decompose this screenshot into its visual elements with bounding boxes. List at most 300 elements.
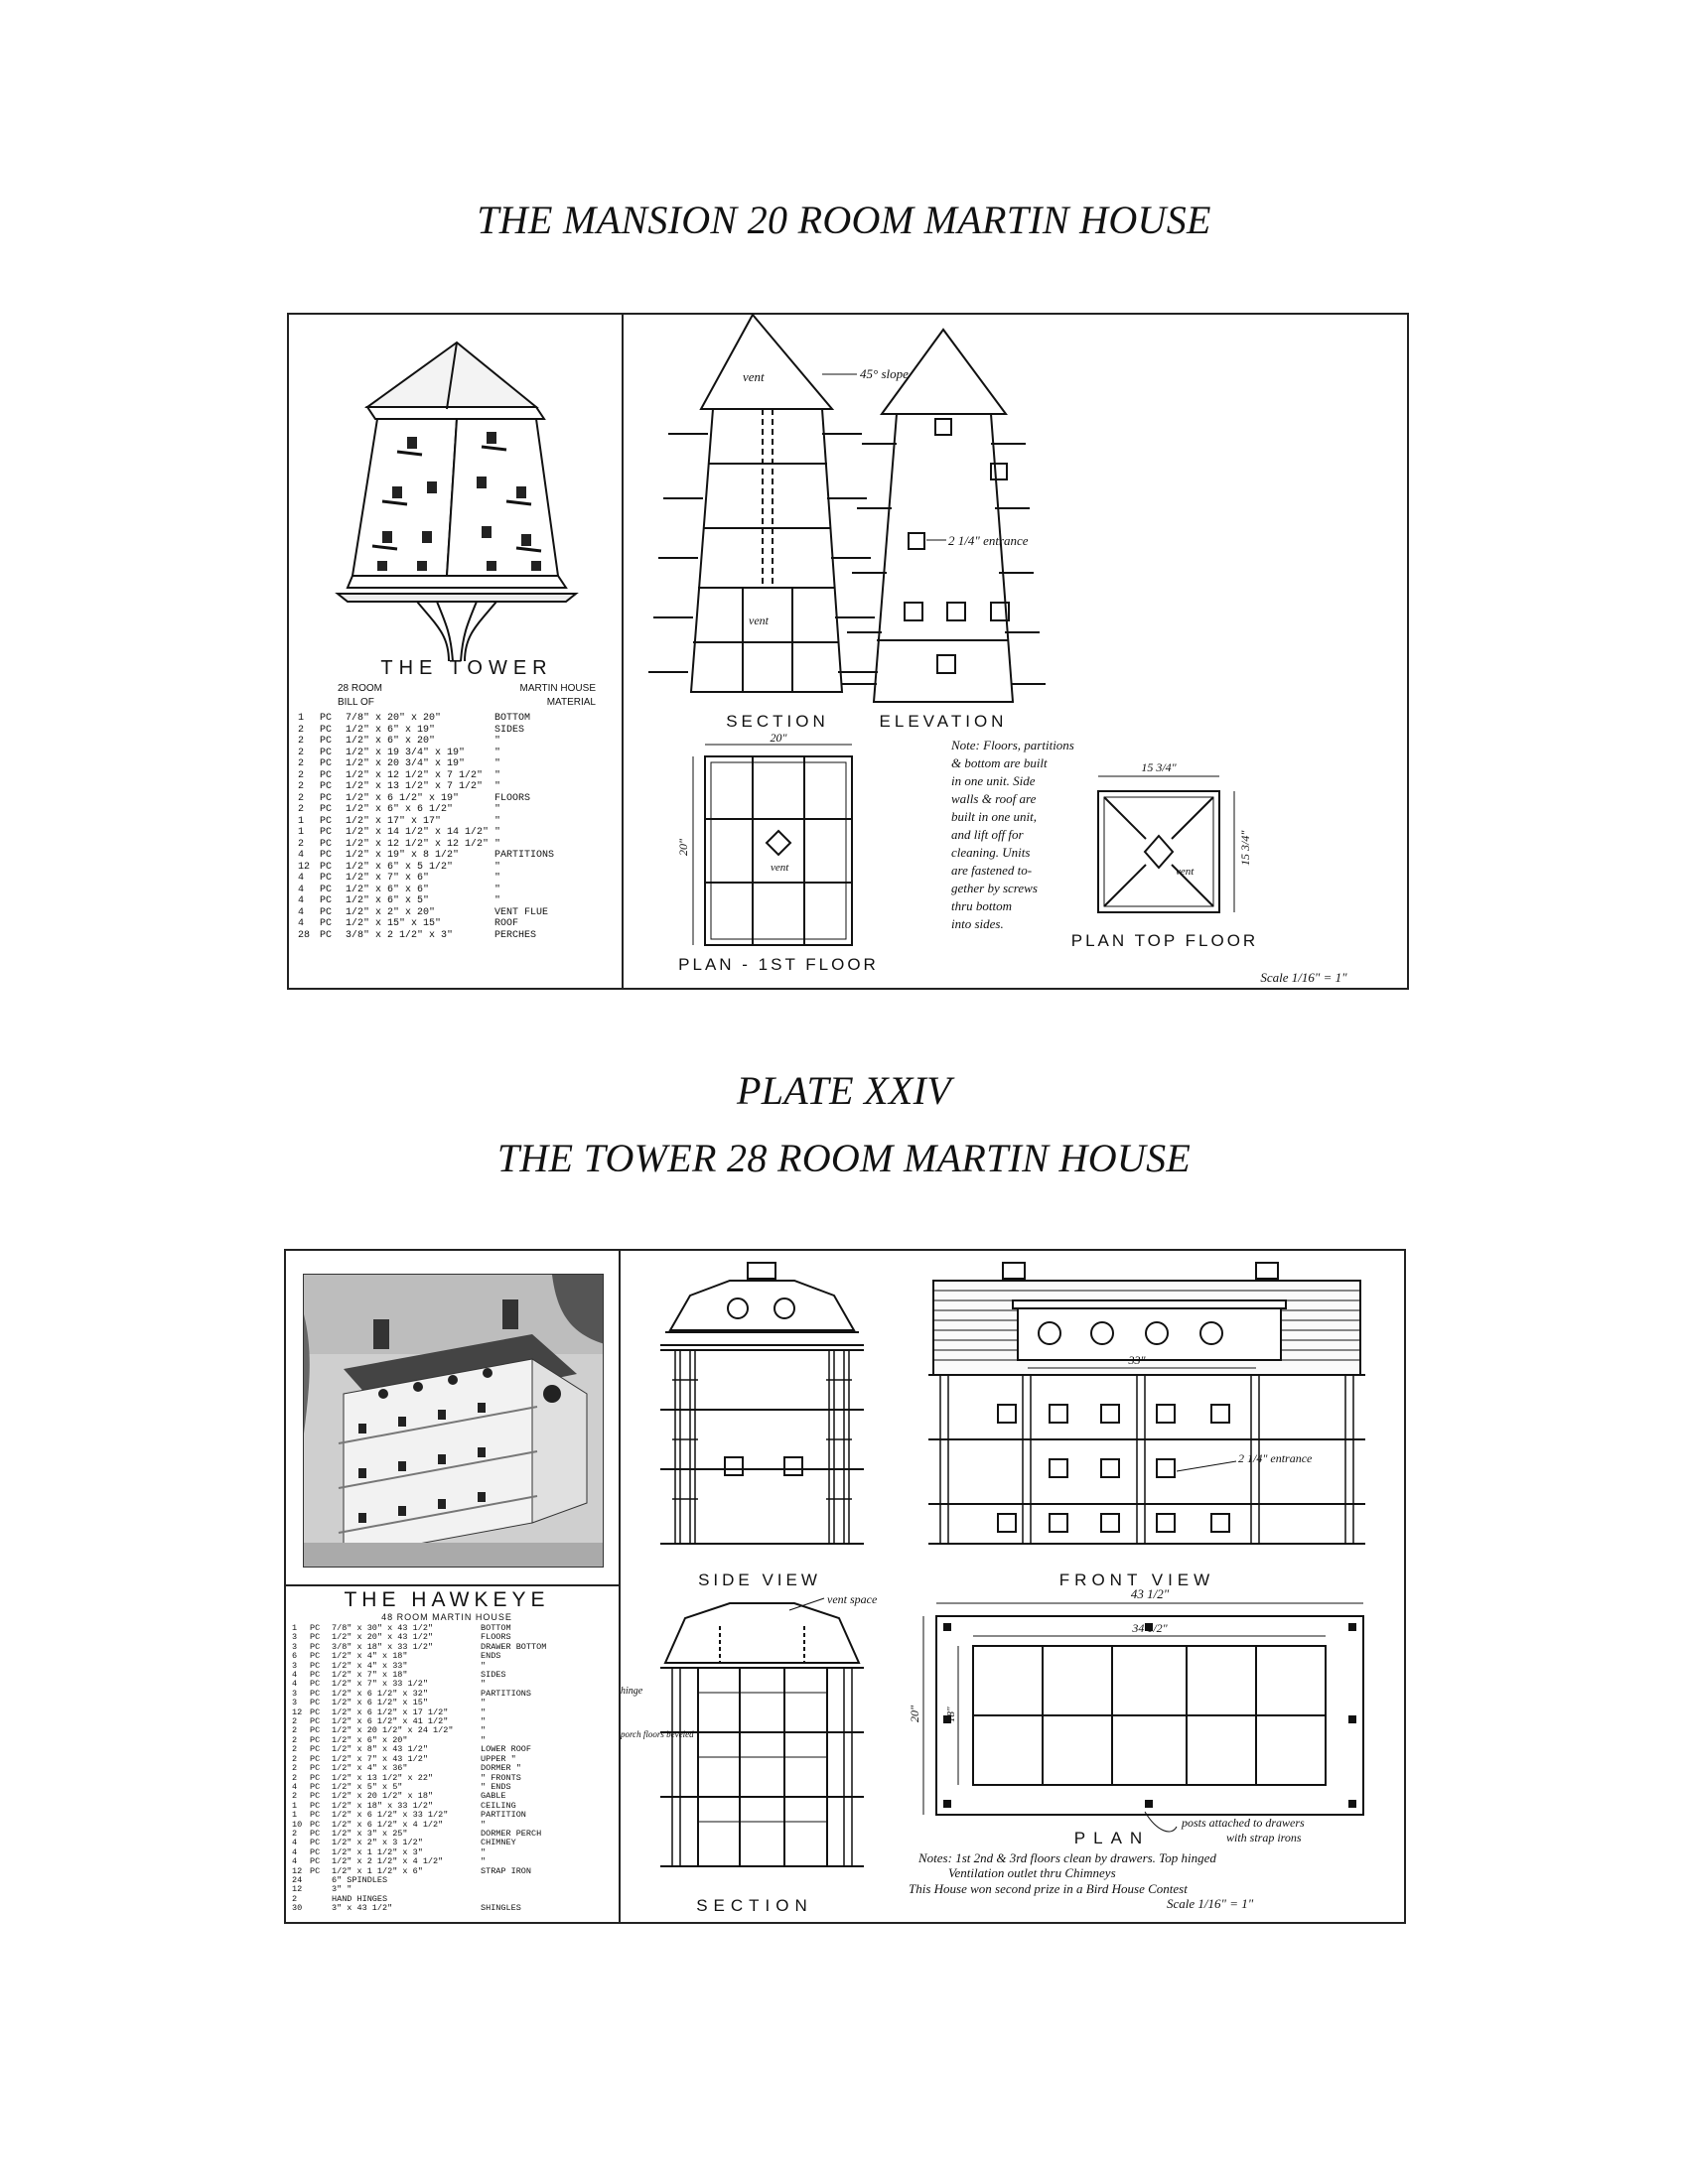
tower-slope-label: 45° slope bbox=[860, 366, 909, 381]
tower-plan-dim-side: 20" bbox=[676, 838, 690, 856]
heading-plate: PLATE XXIV bbox=[737, 1068, 951, 1113]
bom-pc: PC bbox=[320, 758, 333, 769]
bom-pc: PC bbox=[320, 815, 333, 827]
bom-row bbox=[292, 1792, 615, 1801]
bom-qty: 2 bbox=[292, 1735, 298, 1745]
bom-size: 1/2" x 6" x 6" bbox=[346, 884, 430, 895]
tower-plan-first-floor bbox=[693, 745, 852, 945]
tower-top-dim: 15 3/4" bbox=[1141, 760, 1177, 774]
bom-qty: 4 bbox=[298, 873, 305, 884]
bom-qty: 28 bbox=[298, 929, 311, 941]
bom-size: 1/2" x 2 1/2" x 4 1/2" bbox=[332, 1857, 444, 1867]
bom-qty: 2 bbox=[292, 1726, 298, 1736]
hawkeye-photo-divider bbox=[285, 1584, 620, 1586]
tower-bill-of-material bbox=[298, 713, 616, 941]
bom-row bbox=[298, 895, 616, 907]
bom-size: 1/2" x 6" x 20" bbox=[332, 1735, 408, 1745]
bom-pc: PC bbox=[310, 1689, 321, 1699]
bom-use: " bbox=[494, 804, 501, 815]
bom-size: 1/2" x 1 1/2" x 6" bbox=[332, 1866, 423, 1876]
bom-use: " bbox=[494, 769, 501, 781]
bom-use: " bbox=[494, 884, 501, 895]
bom-row bbox=[292, 1764, 615, 1773]
bom-row bbox=[292, 1876, 615, 1885]
hawkeye-plan-dim-inner: 34 1/2" bbox=[1132, 1621, 1168, 1635]
bom-pc: PC bbox=[320, 792, 333, 804]
bom-pc bbox=[310, 1895, 332, 1904]
bom-pc: PC bbox=[310, 1829, 321, 1839]
bom-use: " bbox=[481, 1661, 487, 1671]
bom-use: ENDS bbox=[481, 1652, 501, 1662]
bom-use: " bbox=[494, 815, 501, 827]
bom-use: CHIMNEY bbox=[481, 1839, 516, 1848]
bom-qty: 2 bbox=[292, 1792, 298, 1802]
tower-note-line: in one unit. Side bbox=[951, 773, 1036, 788]
bom-row bbox=[292, 1857, 615, 1866]
bom-qty: 3 bbox=[292, 1642, 298, 1652]
bom-pc: PC bbox=[310, 1680, 321, 1690]
bom-size: 3/8" x 18" x 33 1/2" bbox=[332, 1642, 434, 1652]
tower-section-vent-lower-label: vent bbox=[749, 614, 769, 627]
bom-use: GABLE bbox=[481, 1792, 506, 1802]
bom-pc: PC bbox=[320, 804, 333, 815]
bom-row bbox=[292, 1821, 615, 1830]
bom-row bbox=[292, 1643, 615, 1652]
bom-qty: 2 bbox=[298, 769, 305, 781]
bom-qty: 30 bbox=[292, 1904, 303, 1914]
hawkeye-plan-drawing bbox=[923, 1603, 1363, 1832]
bom-qty: 4 bbox=[292, 1857, 298, 1867]
bom-size: 1/2" x 20 1/2" x 18" bbox=[332, 1792, 434, 1802]
bom-size: 1/2" x 2" x 3 1/2" bbox=[332, 1839, 423, 1848]
tower-note-line: thru bottom bbox=[951, 898, 1013, 913]
bom-use: " bbox=[494, 873, 501, 884]
bom-size: 1/2" x 6 1/2" x 17 1/2" bbox=[332, 1707, 449, 1717]
bom-qty: 2 bbox=[298, 724, 305, 736]
bom-use: " ENDS bbox=[481, 1782, 511, 1792]
bom-pc: PC bbox=[310, 1745, 321, 1755]
hawkeye-front-dim: 33" bbox=[1128, 1353, 1146, 1367]
bom-size: 1/2" x 1 1/2" x 3" bbox=[332, 1847, 423, 1857]
bom-pc: PC bbox=[310, 1642, 321, 1652]
bom-qty: 10 bbox=[292, 1820, 303, 1830]
bom-use: SIDES bbox=[494, 724, 525, 736]
bom-use: " bbox=[481, 1726, 487, 1736]
bom-pc: PC bbox=[320, 906, 333, 918]
bom-qty: 1 bbox=[292, 1801, 298, 1811]
bom-qty: 3 bbox=[292, 1699, 298, 1708]
bom-qty: 2 bbox=[292, 1829, 298, 1839]
bom-use: FLOORS bbox=[494, 792, 531, 804]
bom-row bbox=[292, 1708, 615, 1717]
bom-row bbox=[298, 770, 616, 782]
bom-size: 1/2" x 20 1/2" x 24 1/2" bbox=[332, 1726, 454, 1736]
hawkeye-porch-label: porch floors beveled bbox=[621, 1729, 694, 1739]
bom-size: 1/2" x 14 1/2" x 14 1/2" bbox=[346, 827, 490, 838]
bom-size: 1/2" x 6 1/2" x 32" bbox=[332, 1689, 428, 1699]
bom-qty: 12 bbox=[292, 1885, 303, 1895]
bom-use: CEILING bbox=[481, 1801, 516, 1811]
bom-pc: PC bbox=[320, 838, 333, 850]
tower-note-line: and lift off for bbox=[951, 827, 1024, 842]
bom-row bbox=[292, 1680, 615, 1689]
hawkeye-vent-space-label: vent space bbox=[827, 1592, 878, 1606]
bom-size: 1/2" x 17" x 17" bbox=[346, 815, 442, 827]
bom-pc: PC bbox=[320, 929, 333, 941]
bom-use: " bbox=[481, 1680, 487, 1690]
bom-use: " bbox=[481, 1717, 487, 1727]
hawkeye-note-line-2: Ventilation outlet thru Chimneys bbox=[948, 1865, 1116, 1880]
bom-qty: 1 bbox=[298, 713, 305, 724]
bom-qty: 2 bbox=[298, 758, 305, 769]
tower-top-dim-side: 15 3/4" bbox=[1238, 830, 1252, 866]
bom-row bbox=[298, 873, 616, 885]
bom-qty: 2 bbox=[292, 1773, 298, 1783]
heading-tower: THE TOWER 28 ROOM MARTIN HOUSE bbox=[496, 1136, 1192, 1180]
bom-row bbox=[292, 1904, 615, 1913]
tower-top-vent-label: vent bbox=[1176, 866, 1195, 878]
hawkeye-plan-dim-side: 20" bbox=[908, 1705, 921, 1722]
bom-qty: 1 bbox=[298, 827, 305, 838]
tower-plan-top-floor bbox=[1098, 776, 1234, 912]
bom-size: 1/2" x 6" x 5" bbox=[346, 895, 430, 906]
bom-qty: 2 bbox=[298, 747, 305, 758]
tower-technical-drawings bbox=[624, 315, 1407, 988]
bom-size: 1/2" x 6 1/2" x 19" bbox=[346, 792, 460, 804]
bom-size: 1/2" x 20" x 43 1/2" bbox=[332, 1633, 434, 1643]
bom-qty: 1 bbox=[298, 815, 305, 827]
hawkeye-posts2-label: with strap irons bbox=[1226, 1831, 1302, 1844]
bom-row bbox=[298, 862, 616, 874]
tower-note-line: cleaning. Units bbox=[951, 845, 1031, 860]
bom-qty: 2 bbox=[298, 781, 305, 792]
bom-size: HAND HINGES bbox=[332, 1894, 388, 1904]
bom-row bbox=[298, 748, 616, 759]
tower-note-line: gether by screws bbox=[951, 881, 1038, 895]
bom-pc: PC bbox=[310, 1754, 321, 1764]
bom-size: 1/2" x 3" x 25" bbox=[332, 1829, 408, 1839]
hawkeye-side-view-label: SIDE VIEW bbox=[698, 1570, 821, 1589]
bom-size: 7/8" x 30" x 43 1/2" bbox=[332, 1624, 434, 1633]
bom-qty: 1 bbox=[292, 1811, 298, 1821]
bom-use: ROOF bbox=[494, 918, 519, 929]
tower-section-label: SECTION bbox=[726, 712, 829, 731]
bom-use bbox=[481, 1895, 605, 1904]
bom-qty: 4 bbox=[292, 1680, 298, 1690]
tower-subtitle-left: 28 ROOM bbox=[338, 683, 383, 694]
hawkeye-note-line-4: Scale 1/16" = 1" bbox=[1167, 1896, 1254, 1911]
bom-pc: PC bbox=[310, 1866, 321, 1876]
bom-use: " bbox=[481, 1857, 487, 1867]
bom-row bbox=[298, 839, 616, 851]
bom-pc bbox=[310, 1876, 332, 1885]
bom-size: 6" SPINDLES bbox=[332, 1875, 388, 1885]
bom-pc: PC bbox=[320, 895, 333, 906]
bom-qty: 4 bbox=[292, 1782, 298, 1792]
tower-bill-left: BILL OF bbox=[338, 697, 374, 708]
bom-size: 1/2" x 12 1/2" x 12 1/2" bbox=[346, 838, 490, 850]
tower-entrance-label: 2 1/4" entrance bbox=[948, 533, 1029, 548]
bom-qty: 6 bbox=[292, 1652, 298, 1662]
bom-size: 3" " bbox=[332, 1885, 352, 1895]
bom-row bbox=[292, 1802, 615, 1811]
bom-row bbox=[292, 1848, 615, 1857]
bom-size: 1/2" x 13 1/2" x 22" bbox=[332, 1773, 434, 1783]
bom-use: DORMER PERCH bbox=[481, 1829, 542, 1839]
hawkeye-front-view bbox=[928, 1263, 1365, 1544]
bom-qty: 4 bbox=[298, 895, 305, 906]
bom-size: 1/2" x 19" x 8 1/2" bbox=[346, 850, 460, 861]
bom-qty: 3 bbox=[292, 1661, 298, 1671]
hawkeye-photo bbox=[303, 1274, 604, 1568]
bom-use: SIDES bbox=[481, 1671, 506, 1681]
bom-use: UPPER " bbox=[481, 1754, 516, 1764]
bom-row bbox=[292, 1690, 615, 1699]
hawkeye-plan-dim-side-inner: 18" bbox=[945, 1706, 957, 1722]
bom-row bbox=[292, 1755, 615, 1764]
bom-use: DRAWER BOTTOM bbox=[481, 1642, 547, 1652]
bom-qty: 3 bbox=[292, 1689, 298, 1699]
bom-qty: 1 bbox=[292, 1624, 298, 1633]
bom-pc: PC bbox=[320, 724, 333, 736]
bom-use: LOWER ROOF bbox=[481, 1745, 532, 1755]
bom-use: " bbox=[494, 838, 501, 850]
bom-size: 1/2" x 7" x 33 1/2" bbox=[332, 1680, 428, 1690]
bom-use: " bbox=[494, 736, 501, 747]
bom-row bbox=[292, 1811, 615, 1820]
bom-qty: 3 bbox=[292, 1633, 298, 1643]
bom-use bbox=[481, 1885, 605, 1894]
bom-pc: PC bbox=[310, 1764, 321, 1774]
bom-qty: 2 bbox=[292, 1764, 298, 1774]
bom-qty: 2 bbox=[292, 1717, 298, 1727]
bom-row bbox=[298, 713, 616, 725]
bom-qty: 4 bbox=[298, 918, 305, 929]
bom-pc: PC bbox=[320, 781, 333, 792]
bom-pc: PC bbox=[310, 1847, 321, 1857]
tower-subtitle-right: MARTIN HOUSE bbox=[519, 683, 596, 694]
bom-use: " bbox=[494, 781, 501, 792]
bom-use: " FRONTS bbox=[481, 1773, 521, 1783]
bom-pc: PC bbox=[310, 1839, 321, 1848]
bom-size: 1/2" x 12 1/2" x 7 1/2" bbox=[346, 769, 484, 781]
tower-bom-bill-heading bbox=[338, 697, 596, 708]
tower-note-line: built in one unit, bbox=[951, 809, 1037, 824]
hawkeye-bom-subtitle bbox=[298, 1612, 596, 1622]
hawkeye-note-line-3: This House won second prize in a Bird House Contest bbox=[909, 1881, 1188, 1896]
hawkeye-front-view-label: FRONT VIEW bbox=[1058, 1570, 1215, 1589]
bom-row bbox=[292, 1671, 615, 1680]
tower-note bbox=[950, 738, 1074, 931]
hawkeye-bill-of-material bbox=[292, 1624, 615, 1914]
bom-pc: PC bbox=[310, 1707, 321, 1717]
bom-use bbox=[481, 1876, 605, 1885]
bom-row bbox=[292, 1830, 615, 1839]
bom-row bbox=[298, 725, 616, 737]
bom-qty: 2 bbox=[292, 1894, 298, 1904]
bom-use: " bbox=[481, 1735, 487, 1745]
bom-row bbox=[292, 1717, 615, 1726]
hawkeye-posts-label: posts attached to drawers bbox=[1182, 1816, 1305, 1830]
tower-note-line: walls & roof are bbox=[951, 791, 1037, 806]
bom-row bbox=[298, 907, 616, 919]
bom-use: " bbox=[494, 747, 501, 758]
bom-pc: PC bbox=[320, 861, 333, 873]
bom-pc: PC bbox=[310, 1661, 321, 1671]
hawkeye-hinge-label: hinge bbox=[621, 1686, 643, 1697]
tower-note-line: Note: Floors, partitions bbox=[951, 738, 1074, 752]
bom-row bbox=[298, 930, 616, 942]
bom-pc: PC bbox=[310, 1652, 321, 1662]
bom-row bbox=[298, 758, 616, 770]
bom-use: " bbox=[494, 827, 501, 838]
bom-qty: 4 bbox=[298, 850, 305, 861]
tower-plan-top-label: PLAN TOP FLOOR bbox=[1070, 931, 1259, 950]
tower-perspective-drawing bbox=[338, 338, 576, 665]
bom-pc: PC bbox=[320, 827, 333, 838]
bom-size: 1/2" x 4" x 18" bbox=[332, 1652, 408, 1662]
bom-pc: PC bbox=[320, 769, 333, 781]
bom-use: BOTTOM bbox=[481, 1624, 511, 1633]
tower-title: THE TOWER bbox=[380, 657, 553, 679]
hawkeye-side-view bbox=[660, 1263, 864, 1544]
hawkeye-bom-title bbox=[298, 1588, 596, 1612]
bom-pc: PC bbox=[310, 1782, 321, 1792]
bom-row bbox=[298, 736, 616, 748]
hawkeye-technical-drawings bbox=[621, 1251, 1404, 1922]
bom-qty: 4 bbox=[292, 1839, 298, 1848]
bom-size: 1/2" x 5" x 5" bbox=[332, 1782, 403, 1792]
bom-size: 1/2" x 13 1/2" x 7 1/2" bbox=[346, 781, 484, 792]
bom-size: 1/2" x 6" x 19" bbox=[346, 724, 436, 736]
tower-plan-vent-label: vent bbox=[771, 862, 789, 874]
bom-row bbox=[292, 1736, 615, 1745]
bom-qty: 2 bbox=[292, 1745, 298, 1755]
hawkeye-title: THE HAWKEYE bbox=[344, 1588, 550, 1611]
tower-note-line: are fastened to- bbox=[951, 863, 1033, 878]
bom-qty: 24 bbox=[292, 1875, 303, 1885]
bom-use: DORMER " bbox=[481, 1764, 521, 1774]
bom-row bbox=[292, 1885, 615, 1894]
bom-pc: PC bbox=[320, 747, 333, 758]
tower-elevation-label: ELEVATION bbox=[879, 712, 1008, 731]
bom-pc: PC bbox=[320, 736, 333, 747]
bom-pc: PC bbox=[310, 1792, 321, 1802]
bom-use: STRAP IRON bbox=[481, 1866, 532, 1876]
bom-qty: 2 bbox=[298, 736, 305, 747]
bom-pc bbox=[310, 1885, 332, 1894]
bom-pc: PC bbox=[320, 918, 333, 929]
bom-qty: 4 bbox=[292, 1671, 298, 1681]
bom-use: PARTITIONS bbox=[494, 850, 555, 861]
tower-section-vent-label: vent bbox=[743, 369, 765, 384]
bom-size: 1/2" x 4" x 33" bbox=[332, 1661, 408, 1671]
bom-pc: PC bbox=[310, 1671, 321, 1681]
tower-note-line: & bottom are built bbox=[951, 755, 1048, 770]
bom-qty: 2 bbox=[298, 792, 305, 804]
bom-size: 1/2" x 6 1/2" x 41 1/2" bbox=[332, 1717, 449, 1727]
bom-pc: PC bbox=[320, 873, 333, 884]
hawkeye-photo-drawing bbox=[304, 1275, 604, 1568]
bom-row bbox=[292, 1652, 615, 1661]
hawkeye-note-line-1: Notes: 1st 2nd & 3rd floors clean by drawers. Top hinged bbox=[918, 1850, 1216, 1865]
bom-size: 3" x 43 1/2" bbox=[332, 1904, 393, 1914]
bom-row bbox=[292, 1633, 615, 1642]
bom-qty: 4 bbox=[298, 884, 305, 895]
bom-use: PARTITIONS bbox=[481, 1689, 532, 1699]
bom-size: 1/2" x 6 1/2" x 4 1/2" bbox=[332, 1820, 444, 1830]
bom-use: FLOORS bbox=[481, 1633, 511, 1643]
bom-size: 1/2" x 15" x 15" bbox=[346, 918, 442, 929]
bom-size: 1/2" x 7" x 18" bbox=[332, 1671, 408, 1681]
bom-size: 1/2" x 20 3/4" x 19" bbox=[346, 758, 466, 769]
bom-row bbox=[298, 850, 616, 862]
bom-size: 1/2" x 2" x 20" bbox=[346, 906, 436, 918]
bom-size: 1/2" x 6" x 20" bbox=[346, 736, 436, 747]
bom-size: 1/2" x 6" x 5 1/2" bbox=[346, 861, 454, 873]
bom-use: " bbox=[481, 1699, 487, 1708]
hawkeye-section-label: SECTION bbox=[696, 1896, 813, 1915]
bom-row bbox=[292, 1774, 615, 1783]
bom-use: SHINGLES bbox=[481, 1904, 521, 1914]
tower-bill-right: MATERIAL bbox=[546, 697, 596, 708]
bom-pc: PC bbox=[310, 1820, 321, 1830]
bom-row bbox=[298, 804, 616, 816]
bom-size: 7/8" x 20" x 20" bbox=[346, 713, 442, 724]
bom-pc: PC bbox=[320, 713, 333, 724]
bom-qty: 12 bbox=[292, 1866, 303, 1876]
bom-row bbox=[292, 1662, 615, 1671]
bom-row bbox=[292, 1745, 615, 1754]
bom-pc: PC bbox=[310, 1633, 321, 1643]
bom-row bbox=[298, 827, 616, 839]
bom-pc: PC bbox=[310, 1801, 321, 1811]
bom-size: 3/8" x 2 1/2" x 3" bbox=[346, 929, 454, 941]
bom-pc: PC bbox=[310, 1699, 321, 1708]
bom-use: PERCHES bbox=[494, 929, 537, 941]
tower-bom-title bbox=[338, 657, 596, 680]
bom-pc: PC bbox=[320, 884, 333, 895]
bom-use: " bbox=[494, 895, 501, 906]
hawkeye-plan-dim-top: 43 1/2" bbox=[1130, 1586, 1170, 1601]
bom-row bbox=[298, 885, 616, 896]
bom-size: 1/2" x 4" x 36" bbox=[332, 1764, 408, 1774]
bom-pc: PC bbox=[310, 1717, 321, 1727]
bom-row bbox=[292, 1726, 615, 1735]
bom-qty: 4 bbox=[298, 906, 305, 918]
bom-use: " bbox=[481, 1820, 487, 1830]
bom-use: BOTTOM bbox=[494, 713, 531, 724]
bom-pc: PC bbox=[320, 850, 333, 861]
bom-qty: 12 bbox=[298, 861, 311, 873]
bom-row bbox=[292, 1624, 615, 1633]
hawkeye-plan-label: PLAN bbox=[1073, 1829, 1151, 1847]
bom-size: 1/2" x 6 1/2" x 33 1/2" bbox=[332, 1811, 449, 1821]
bom-use: " bbox=[481, 1847, 487, 1857]
bom-qty: 2 bbox=[298, 804, 305, 815]
bom-row bbox=[292, 1839, 615, 1847]
bom-use: VENT FLUE bbox=[494, 906, 549, 918]
tower-note-line: into sides. bbox=[951, 916, 1004, 931]
bom-size: 1/2" x 6 1/2" x 15" bbox=[332, 1699, 428, 1708]
bom-size: 1/2" x 18" x 33 1/2" bbox=[332, 1801, 434, 1811]
bom-use: " bbox=[481, 1707, 487, 1717]
bom-row bbox=[292, 1895, 615, 1904]
tower-scale-label: Scale 1/16" = 1" bbox=[1260, 970, 1347, 985]
bom-use: " bbox=[494, 861, 501, 873]
bom-row bbox=[298, 918, 616, 930]
bom-row bbox=[292, 1783, 615, 1792]
